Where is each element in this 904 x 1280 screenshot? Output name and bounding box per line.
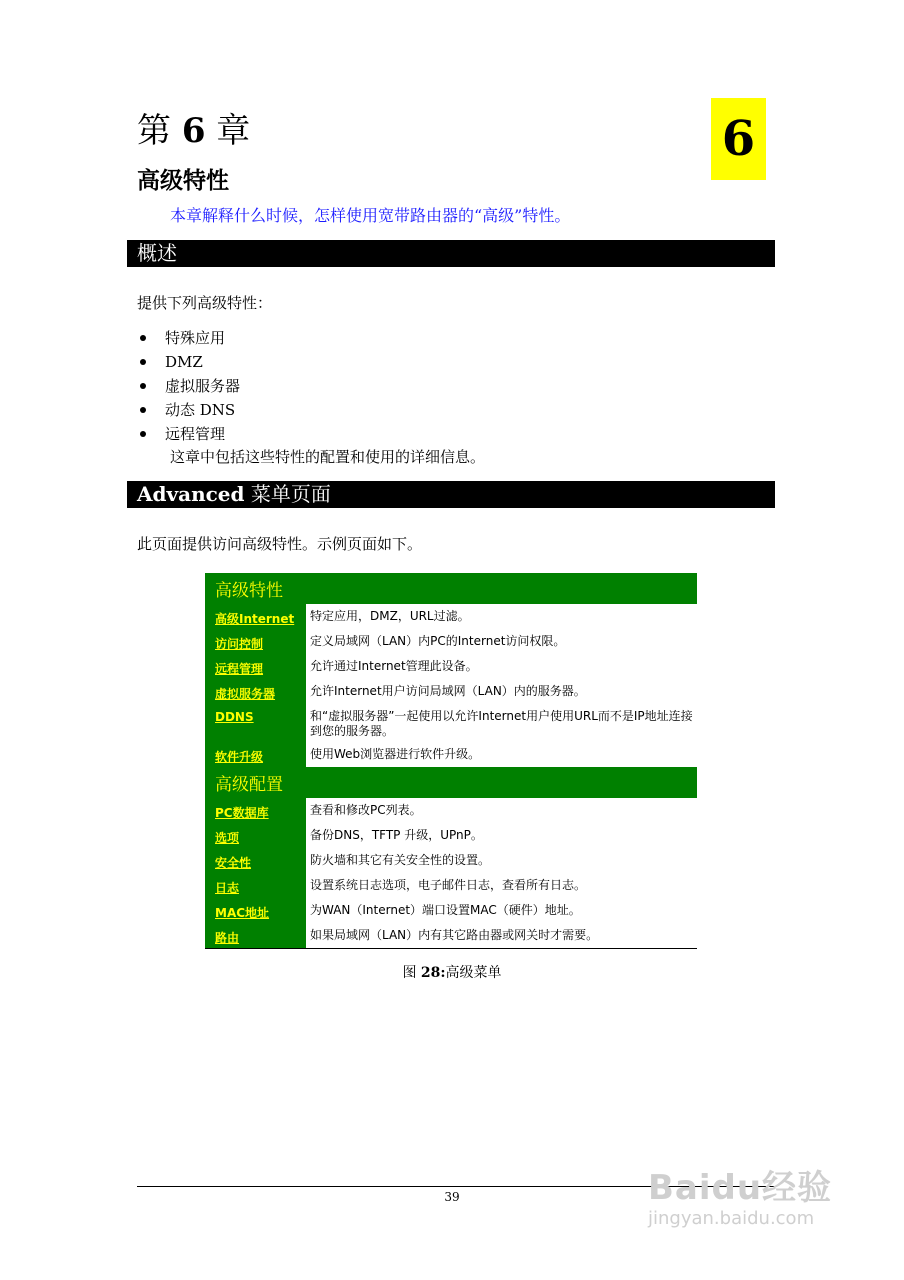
overview-closing: 这章中包括这些特性的配置和使用的详细信息。 — [170, 448, 486, 466]
menu-description: 特定应用，DMZ，URL过滤。 — [310, 609, 470, 623]
menu-link-logs[interactable]: 日志 — [215, 881, 240, 895]
list-item: DMZ — [137, 350, 240, 374]
chapter-number-badge: 6 — [711, 98, 766, 180]
menu-link-upgrade[interactable]: 软件升级 — [215, 750, 264, 764]
menu-link-pc-database[interactable]: PC数据库 — [215, 806, 269, 820]
advanced-menu-screenshot — [205, 573, 697, 949]
menu-description: 定义局域网（LAN）内PC的Internet访问权限。 — [310, 634, 566, 648]
menu-description: 使用Web浏览器进行软件升级。 — [310, 747, 481, 761]
chapter-intro: 本章解释什么时候，怎样使用宽带路由器的“高级”特性。 — [170, 206, 571, 225]
menu-description: 设置系统日志选项，电子邮件日志，查看所有日志。 — [310, 878, 587, 892]
table-row — [205, 654, 697, 679]
table-row — [205, 798, 697, 823]
table-row — [205, 629, 697, 654]
menu-link-security[interactable]: 安全性 — [215, 856, 252, 870]
table-row — [205, 873, 697, 898]
table-row — [205, 848, 697, 873]
chapter-title: 第 6 章 — [137, 111, 251, 151]
menu-description: 和“虚拟服务器”一起使用以允许Internet用户使用URL而不是IP地址连接到您的服务器。 — [310, 709, 693, 738]
table-row — [205, 923, 697, 949]
menu-link-options[interactable]: 选项 — [215, 831, 240, 845]
list-item: 虚拟服务器 — [137, 374, 240, 398]
advanced-menu-lead: 此页面提供访问高级特性。示例页面如下。 — [137, 535, 423, 553]
table-row — [205, 704, 697, 742]
menu-section-title: 高级特性 — [205, 573, 697, 604]
menu-description: 允许通过Internet管理此设备。 — [310, 659, 478, 673]
table-row — [205, 823, 697, 848]
section-heading-advanced-menu: Advanced 菜单页面 — [127, 481, 775, 508]
feature-list — [137, 326, 240, 446]
baidu-watermark — [648, 1168, 858, 1248]
menu-description: 如果局域网（LAN）内有其它路由器或网关时才需要。 — [310, 928, 599, 942]
watermark-url: jingyan.baidu.com — [648, 1208, 815, 1229]
list-item: 特殊应用 — [137, 326, 240, 350]
section-heading-overview: 概述 — [127, 240, 775, 267]
menu-link-virtual-servers[interactable]: 虚拟服务器 — [215, 687, 276, 701]
watermark-logo: Baidu经验 — [648, 1168, 833, 1208]
figure-caption: 图 28:高级菜单 — [402, 965, 502, 981]
menu-description: 防火墙和其它有关安全性的设置。 — [310, 853, 491, 867]
menu-section-title: 高级配置 — [205, 767, 697, 798]
menu-link-access-control[interactable]: 访问控制 — [215, 637, 264, 651]
menu-link-routing[interactable]: 路由 — [215, 931, 240, 945]
table-row — [205, 898, 697, 923]
menu-description: 为WAN（Internet）端口设置MAC（硬件）地址。 — [310, 903, 581, 917]
page-number: 39 — [444, 1190, 460, 1204]
menu-description: 允许Internet用户访问局域网（LAN）内的服务器。 — [310, 684, 586, 698]
table-row — [205, 679, 697, 704]
menu-link-ddns[interactable]: DDNS — [215, 710, 254, 724]
overview-lead: 提供下列高级特性： — [137, 294, 273, 312]
list-item: 远程管理 — [137, 422, 240, 446]
table-row — [205, 604, 697, 629]
menu-link-advanced-internet[interactable]: 高级Internet — [215, 612, 295, 626]
menu-link-mac-address[interactable]: MAC地址 — [215, 906, 270, 920]
list-item: 动态 DNS — [137, 398, 240, 422]
chapter-subtitle: 高级特性 — [137, 167, 229, 194]
table-row — [205, 742, 697, 767]
menu-link-remote-admin[interactable]: 远程管理 — [215, 662, 264, 676]
menu-description: 备份DNS，TFTP 升级，UPnP。 — [310, 828, 483, 842]
menu-description: 查看和修改PC列表。 — [310, 803, 422, 817]
